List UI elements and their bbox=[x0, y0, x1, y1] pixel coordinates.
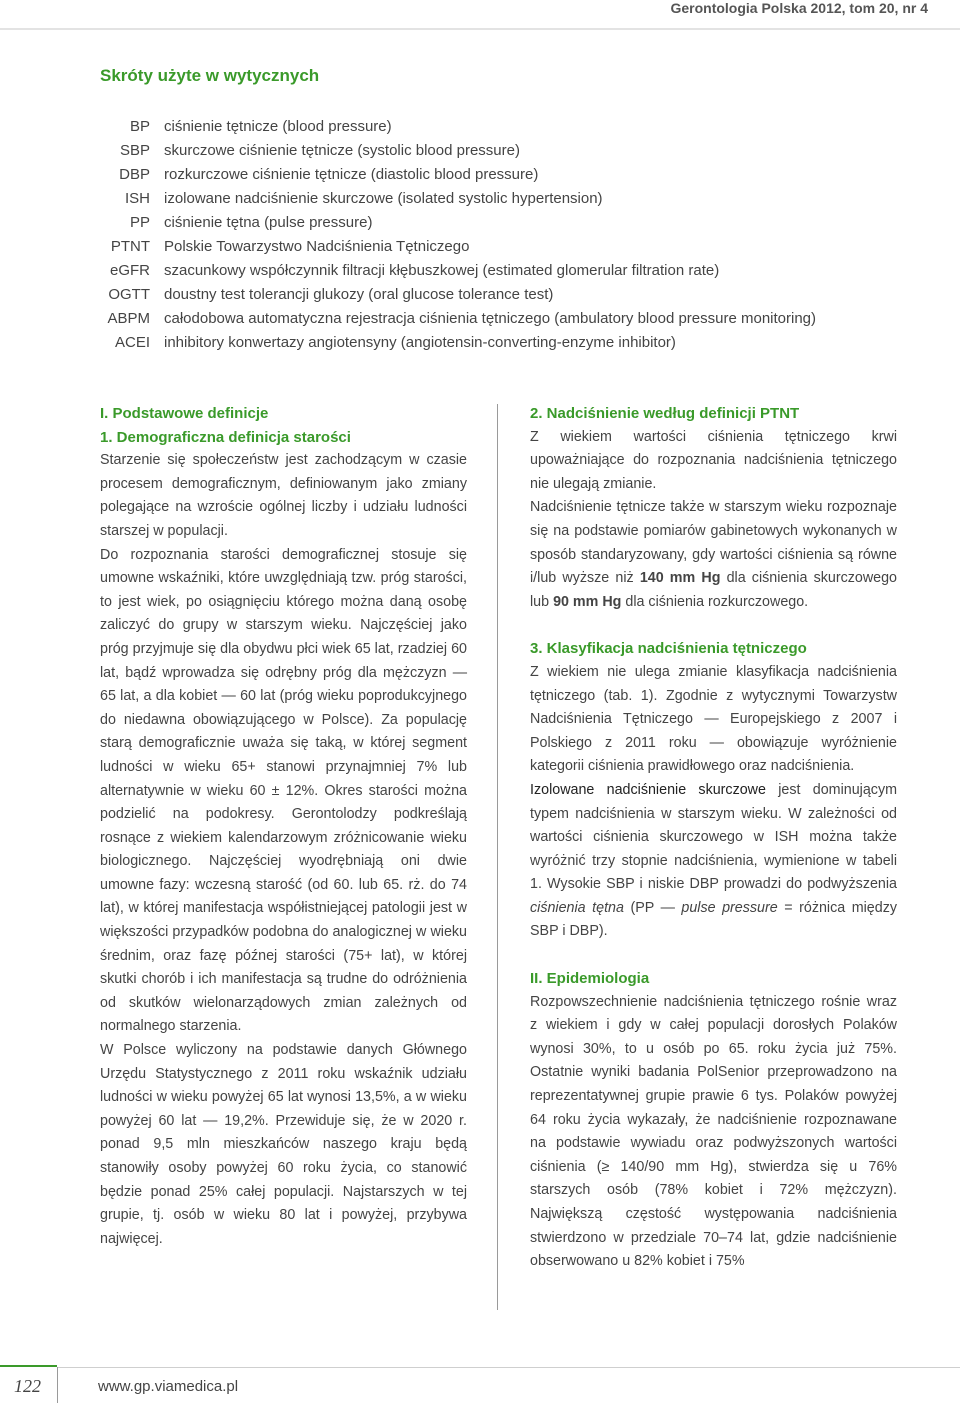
footer-url: www.gp.viamedica.pl bbox=[98, 1378, 239, 1395]
abbreviation-row bbox=[100, 164, 900, 188]
left-column bbox=[100, 402, 467, 1251]
paragraph bbox=[530, 779, 897, 944]
abbreviation-value: ciśnienie tętnicze (blood pressure) bbox=[164, 118, 392, 135]
abbreviation-value: inhibitory konwertazy angiotensyny (angiotensin-converting-enzyme inhibitor) bbox=[164, 334, 676, 351]
abbreviation-value: szacunkowy współczynnik filtracji kłębuszkowej (estimated glomerular filtration rate) bbox=[164, 262, 720, 279]
header-rule bbox=[0, 28, 960, 30]
text-run: jest dominującym typem nadciśnienia w starszym wieku. W zależności od wartości ciśnienia skurczowego w ISH można także wyróżnić trzy stopnie nadciśnienia, wymienione w tabeli 1. Wysokie SBP i niskie DBP prowadzi do podwyższenia bbox=[530, 781, 898, 893]
abbreviation-row bbox=[100, 212, 900, 236]
abbreviation-row bbox=[100, 308, 900, 332]
heading-ptnt-definition: 2. Nadciśnienie według definicji PTNT bbox=[530, 405, 800, 422]
abbreviation-key: BP bbox=[129, 118, 150, 135]
abbreviation-row bbox=[100, 236, 900, 260]
italic-term: ciśnienia tętna bbox=[530, 899, 624, 916]
abbreviation-value: izolowane nadciśnienie skurczowe (isolated systolic hypertension) bbox=[164, 190, 603, 207]
abbreviation-value: ciśnienie tętna (pulse pressure) bbox=[164, 214, 373, 231]
abbreviation-key: ABPM bbox=[107, 310, 150, 327]
heading-epidemiology: II. Epidemiologia bbox=[530, 970, 650, 988]
abbreviation-row bbox=[100, 260, 900, 284]
abbreviation-value: całodobowa automatyczna rejestracja ciśnienia tętniczego (ambulatory blood pressure monitoring) bbox=[164, 310, 817, 327]
heading-demographic-definition: 1. Demograficzna definicja starości bbox=[100, 428, 351, 446]
abbreviation-key: ISH bbox=[124, 190, 150, 207]
bold-value: 90 mm Hg bbox=[553, 593, 622, 610]
journal-title: Gerontologia Polska 2012, tom 20, nr 4 bbox=[670, 0, 928, 16]
abbreviation-row bbox=[100, 284, 900, 308]
abbreviation-key: DBP bbox=[119, 166, 150, 183]
abbreviation-value: Polskie Towarzystwo Nadciśnienia Tętniczego bbox=[164, 238, 470, 255]
abbreviations-title: Skróty użyte w wytycznych bbox=[100, 66, 320, 85]
paragraph: W Polsce wyliczony na podstawie danych Głównego Urzędu Statystycznego z 2011 roku wskaźnik udziału ludności w wieku powyżej 65 lat wynosi 13,5%, a w wieku powyżej 60 lat — 19,2%. Przewiduje się, że w 2020 r. ponad 9,5 mln mieszkańców naszego kraju będą stanowiły osoby powyżej 60 roku życia, co stanowić będzie ponad 25% całej populacji. Najstarszych w tej grupie, tj. osób w wieku 80 lat i powyżej, przybywa najwięcej. bbox=[100, 1042, 467, 1247]
emphasis-term: Izolowane nadciśnienie skurczowe bbox=[530, 781, 766, 798]
abbreviations-list bbox=[100, 116, 900, 356]
heading-classification: 3. Klasyfikacja nadciśnienia tętniczego bbox=[530, 640, 807, 658]
footer-accent-rule bbox=[0, 1365, 57, 1367]
abbreviation-key: PTNT bbox=[110, 238, 150, 255]
abbreviation-key: SBP bbox=[119, 142, 150, 159]
heading-basic-definitions: I. Podstawowe definicje bbox=[100, 405, 269, 422]
paragraph bbox=[530, 496, 897, 614]
abbreviation-key: ACEI bbox=[114, 334, 150, 351]
text-run: dla ciśnienia skurczowego lub bbox=[530, 570, 898, 610]
paragraph: Starzenie się społeczeństw jest zachodzącym w czasie procesem demograficznym, definiowanym jako zmiany polegające na wzroście ogólnej liczby i udziału ludności starszej w populacji. bbox=[100, 452, 467, 539]
abbreviation-row bbox=[100, 140, 900, 164]
abbreviation-key: OGTT bbox=[108, 286, 150, 303]
abbreviation-value: skurczowe ciśnienie tętnicze (systolic blood pressure) bbox=[164, 142, 520, 159]
abbreviation-key: PP bbox=[129, 214, 150, 231]
paragraph: Rozpowszechnienie nadciśnienia tętniczego rośnie wraz z wiekiem i gdy w całej populacji dorosłych Polaków wynosi 30%, to u osób po 65. roku życia już 75%. Ostatnie wyniki badania PolSenior przeprowadzono na reprezentatywnej grupie prawie 6 tys. Polaków powyżej 64 roku życia wykazały, że nadciśnienie rozpoznawane na podstawie wywiadu oraz podwyższonych wartości ciśnienia (≥ 140/90 mm Hg), stwierdza się u 76% starszych osób (78% kobiet i 72% mężczyzn). Największą częstość występowania nadciśnienia stwierdzono w przedziale 70–74 lat, gdzie nadciśnienie obserwowano u 82% kobiet i 75% bbox=[530, 993, 897, 1270]
italic-term: pulse pressure bbox=[681, 899, 778, 916]
footer-rule bbox=[57, 1367, 960, 1368]
column-divider bbox=[497, 404, 498, 1310]
text-run: (PP — bbox=[623, 899, 682, 916]
abbreviation-value: rozkurczowe ciśnienie tętnicze (diastolic blood pressure) bbox=[164, 166, 539, 183]
bold-value: 140 mm Hg bbox=[639, 570, 721, 587]
abbreviation-row bbox=[100, 188, 900, 212]
paragraph: Do rozpoznania starości demograficznej stosuje się umowne wskaźniki, które uwzględniają tzw. próg starości, to jest wiek, po osiągnięciu którego można daną osobę zaliczyć do grupy w starszym wieku. Najczęściej jako próg przyjmuje się dla obydwu płci wiek 65 lat, rzadziej 60 lat, bądź wprowadza się odrębny próg dla mężczyzn — 65 lat, a dla kobiet — 60 lat (próg wieku poprodukcyjnego do niedawna obowiązującego w Polsce). Za populację starą demograficznie uważa się taką, w której segment ludności w wieku 65+ stanowi przynajmniej 7% lub alternatywnie w wieku 60 ± 12%. Okres starości można podzielić na podokresy. Gerontolodzy podkreślają rosnące z wiekiem kalendarzowym zróżnicowanie wieku biologicznego. Najczęściej wyodrębniają oni dwie umowne fazy: wczesną starość (od 60. lub 65. rż. do 74 lat), w której manifestacja współistniejącej patologii jest w większości przypadków podobna do analogicznej w wieku średnim, oraz fazę późnej starości (75+ lat), w której skutki chorób i ich manifestacja są trudne do odróżnienia od skutków wielonarządowych zmian zależnych od normalnego starzenia. bbox=[100, 546, 467, 1035]
text-run: Nadciśnienie tętnicze także w starszym wieku rozpoznaje się na podstawie pomiarów gabinetowych wykonanych w sposób standaryzowany, gdy wartości ciśnienia są równe i/lub wyższe niż bbox=[530, 499, 897, 587]
text-run: = różnica między SBP i DBP). bbox=[530, 899, 897, 940]
paragraph: Z wiekiem wartości ciśnienia tętniczego krwi upoważniające do rozpoznania nadciśnienia tętniczego nie ulegają zmianie. bbox=[530, 428, 897, 492]
page-number: 122 bbox=[14, 1376, 41, 1396]
paragraph: Z wiekiem nie ulega zmianie klasyfikacja nadciśnienia tętniczego (tab. 1). Zgodnie z wytycznymi Towarzystw Nadciśnienia Tętniczego — Europejskiego z 2007 i Polskiego z 2011 roku — obowiązuje wyróżnienie kategorii ciśnienia prawidłowego oraz nadciśnienia. bbox=[530, 663, 897, 775]
abbreviation-row bbox=[100, 332, 900, 356]
abbreviation-row bbox=[100, 116, 900, 140]
abbreviation-value: doustny test tolerancji glukozy (oral glucose tolerance test) bbox=[164, 286, 554, 303]
text-run: dla ciśnienia rozkurczowego. bbox=[621, 593, 809, 610]
right-column bbox=[530, 402, 897, 1274]
abbreviation-key: eGFR bbox=[109, 262, 150, 279]
footer-separator bbox=[57, 1367, 58, 1403]
